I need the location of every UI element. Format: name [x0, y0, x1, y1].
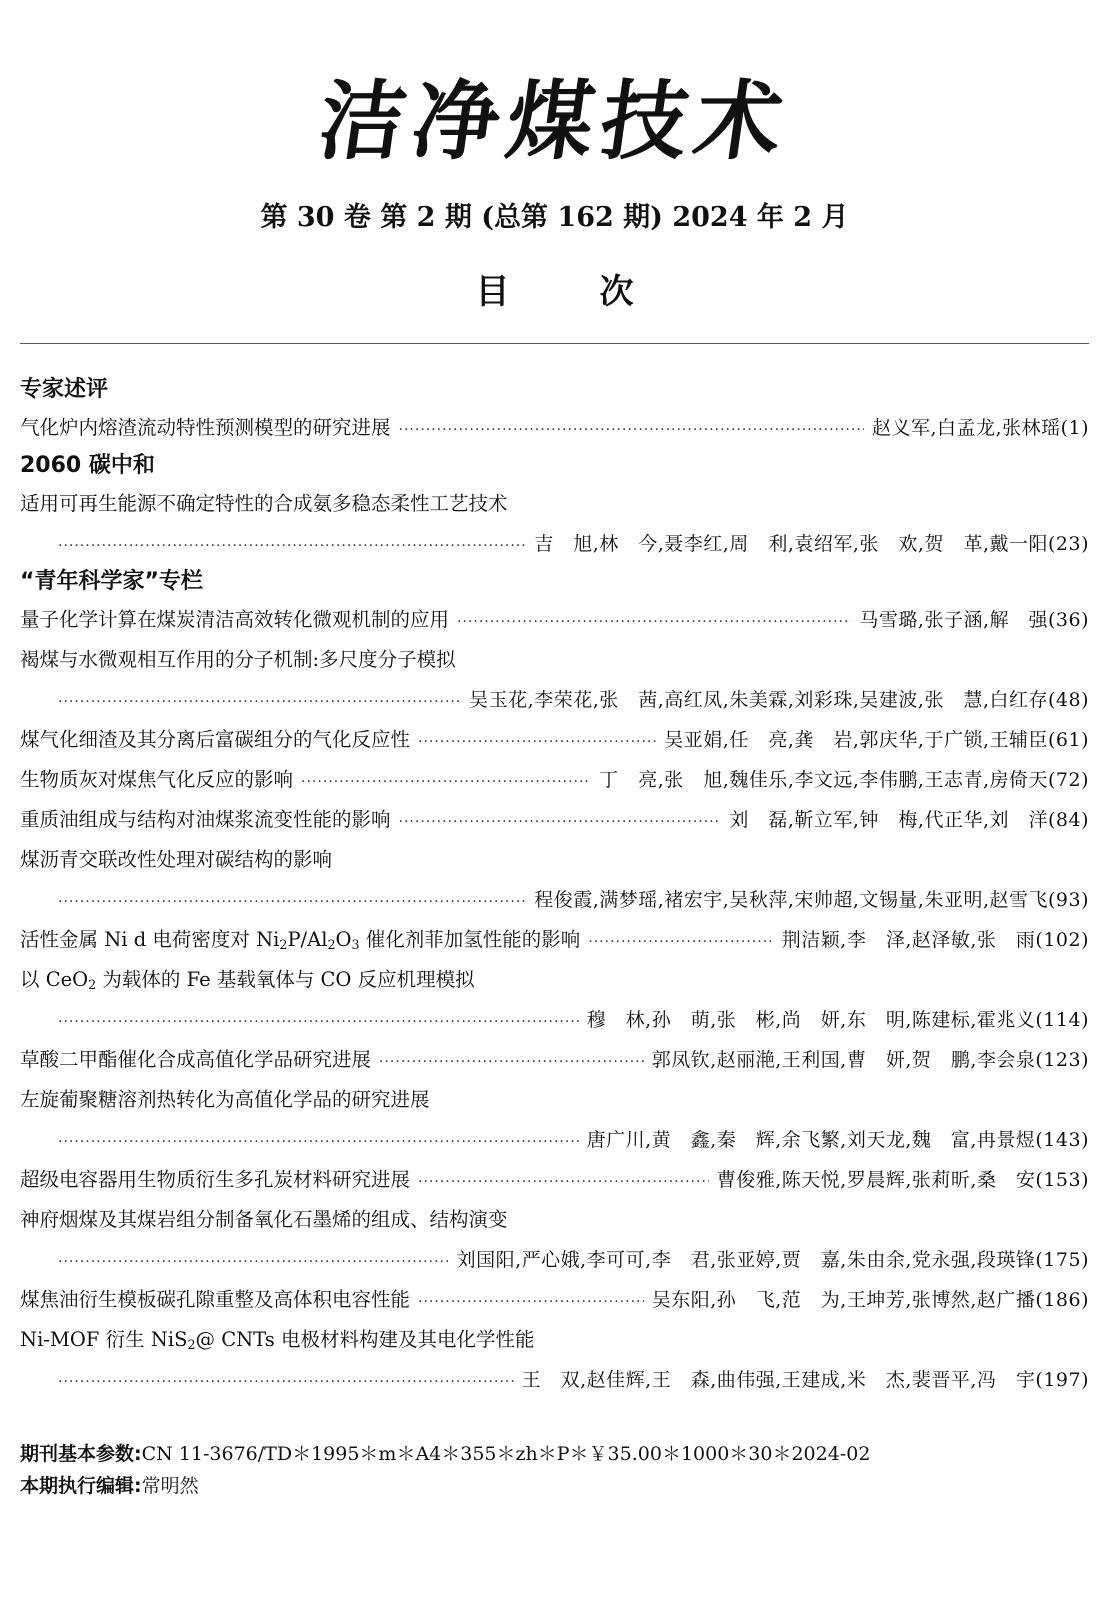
leader-dots — [58, 1242, 449, 1282]
entry-title: 神府烟煤及其煤岩组分制备氧化石墨烯的组成、结构演变 — [20, 1208, 508, 1231]
entry-authors: 王 双,赵佳辉,王 森,曲伟强,王建成,米 杰,裴晋平,冯 宇(197) — [521, 1369, 1089, 1391]
toc-heading — [0, 270, 1109, 314]
toc-entry[interactable] — [20, 640, 1089, 680]
toc-entry[interactable] — [20, 1080, 1089, 1120]
toc-heading-right: 次 — [599, 272, 634, 312]
entry-authors: 刘 磊,靳立军,钟 梅,代正华,刘 洋(84) — [729, 809, 1089, 831]
entry-authors: 刘国阳,严心娥,李可可,李 君,张亚婷,贾 嘉,朱由余,党永强,段瑛锋(175) — [456, 1249, 1089, 1271]
toc-entry[interactable] — [20, 720, 1089, 760]
leader-dots — [418, 1162, 709, 1202]
entry-title: 适用可再生能源不确定特性的合成氨多稳态柔性工艺技术 — [20, 492, 508, 515]
entry-authors: 曹俊雅,陈天悦,罗晨辉,张莉昕,桑 安(153) — [716, 1169, 1089, 1191]
toc-entry[interactable] — [20, 1040, 1089, 1080]
leader-dots — [399, 802, 722, 842]
issue-info: 第 30 卷 第 2 期 (总第 162 期) 2024 年 2 月 — [260, 202, 849, 233]
entry-authors: 程俊霞,满梦瑶,褚宏宇,吴秋萍,宋帅超,文锡量,朱亚明,赵雪飞(93) — [534, 889, 1089, 911]
leader-dots — [58, 682, 461, 722]
leader-dots — [301, 762, 591, 802]
leader-dots — [379, 1042, 644, 1082]
journal-masthead: 洁净煤技术 — [312, 71, 797, 172]
section-header: 2060 碳中和 — [20, 453, 155, 478]
leader-dots — [58, 1122, 579, 1162]
entry-authors: 唐广川,黄 鑫,秦 辉,余飞繁,刘天龙,魏 富,冉景煜(143) — [586, 1129, 1089, 1151]
entry-authors: 赵义军,白孟龙,张林瑶(1) — [872, 417, 1089, 439]
leader-dots — [457, 602, 851, 642]
section-header: 专家述评 — [20, 377, 109, 402]
leader-dots — [399, 410, 864, 450]
toc-entry[interactable] — [20, 1320, 1089, 1360]
leader-dots — [58, 1002, 579, 1042]
toc-entry-authors-line — [20, 880, 1089, 920]
toc-entry[interactable] — [20, 760, 1089, 800]
entry-title: 煤焦油衍生模板碳孔隙重整及高体积电容性能 — [20, 1288, 411, 1311]
entry-title: 气化炉内熔渣流动特性预测模型的研究进展 — [20, 416, 391, 439]
toc-entry[interactable] — [20, 484, 1089, 524]
entry-authors: 马雪璐,张子涵,解 强(36) — [859, 609, 1089, 631]
leader-dots — [418, 1282, 644, 1322]
entry-title: 草酸二甲酯催化合成高值化学品研究进展 — [20, 1048, 372, 1071]
toc-entry-authors-line — [20, 680, 1089, 720]
leader-dots — [58, 882, 526, 922]
toc-entry-authors-line — [20, 524, 1089, 564]
entry-authors: 吴亚娟,任 亮,龚 岩,郭庆华,于广锁,王辅臣(61) — [664, 729, 1089, 751]
toc-entry[interactable] — [20, 408, 1089, 448]
entry-title: 煤气化细渣及其分离后富碳组分的气化反应性 — [20, 728, 411, 751]
entry-title: 重质油组成与结构对油煤浆流变性能的影响 — [20, 808, 391, 831]
entry-title: 生物质灰对煤焦气化反应的影响 — [20, 768, 294, 791]
leader-dots — [418, 722, 656, 762]
toc-entry[interactable] — [20, 920, 1089, 960]
leader-dots — [588, 922, 774, 962]
entry-title: Ni-MOF 衍生 NiS$_2$@ CNTs 电极材料构建及其电化学性能 — [20, 1328, 535, 1353]
toc-entry[interactable] — [20, 600, 1089, 640]
entry-authors: 吴玉花,李荣花,张 茜,高红凤,朱美霖,刘彩珠,吴建波,张 慧,白红存(48) — [469, 689, 1089, 711]
toc-entry-authors-line — [20, 1000, 1089, 1040]
entry-authors: 丁 亮,张 旭,魏佳乐,李文远,李伟鹏,王志青,房倚天(72) — [599, 769, 1089, 791]
leader-dots — [58, 1362, 514, 1402]
table-of-contents — [20, 372, 1089, 1400]
toc-entry[interactable] — [20, 1160, 1089, 1200]
entry-title: 超级电容器用生物质衍生多孔炭材料研究进展 — [20, 1168, 411, 1191]
toc-entry[interactable] — [20, 800, 1089, 840]
entry-authors: 郭凤钦,赵丽滟,王利国,曹 妍,贺 鹏,李会泉(123) — [651, 1049, 1089, 1071]
toc-entry-authors-line — [20, 1120, 1089, 1160]
journal-params: 期刊基本参数:CN 11-3676/TD＊1995＊m＊A4＊355＊zh＊P＊￥35.00＊1000＊30＊2024-02 — [20, 1443, 871, 1465]
entry-authors: 吴东阳,孙 飞,范 为,王坤芳,张博然,赵广播(186) — [651, 1289, 1089, 1311]
leader-dots — [58, 526, 526, 566]
toc-entry[interactable] — [20, 1200, 1089, 1240]
toc-heading-left: 目 — [475, 272, 510, 312]
journal-footer — [20, 1438, 1089, 1502]
entry-title: 左旋葡聚糖溶剂热转化为高值化学品的研究进展 — [20, 1088, 430, 1111]
entry-title: 褐煤与水微观相互作用的分子机制:多尺度分子模拟 — [20, 648, 456, 671]
entry-title: 活性金属 Ni d 电荷密度对 $Ni_2P/Al_2O_3$ 催化剂菲加氢性能的影响 — [20, 928, 581, 953]
section-header: “青年科学家”专栏 — [20, 569, 203, 594]
toc-entry-authors-line — [20, 1240, 1089, 1280]
entry-title: 以 CeO$_2$ 为载体的 Fe 基载氧体与 CO 反应机理模拟 — [20, 968, 475, 993]
toc-entry-authors-line — [20, 1360, 1089, 1400]
toc-entry[interactable] — [20, 960, 1089, 1000]
entry-authors: 荆洁颖,李 泽,赵泽敏,张 雨(102) — [781, 929, 1089, 951]
toc-entry[interactable] — [20, 840, 1089, 880]
issue-editor: 本期执行编辑:常明然 — [20, 1475, 199, 1497]
entry-authors: 穆 林,孙 萌,张 彬,尚 妍,东 明,陈建标,霍兆义(114) — [586, 1009, 1089, 1031]
entry-title: 煤沥青交联改性处理对碳结构的影响 — [20, 848, 333, 871]
entry-authors: 吉 旭,林 今,聂李红,周 利,袁绍军,张 欢,贺 革,戴一阳(23) — [534, 533, 1089, 555]
toc-entry[interactable] — [20, 1280, 1089, 1320]
heading-divider — [20, 343, 1089, 344]
entry-title: 量子化学计算在煤炭清洁高效转化微观机制的应用 — [20, 608, 450, 631]
